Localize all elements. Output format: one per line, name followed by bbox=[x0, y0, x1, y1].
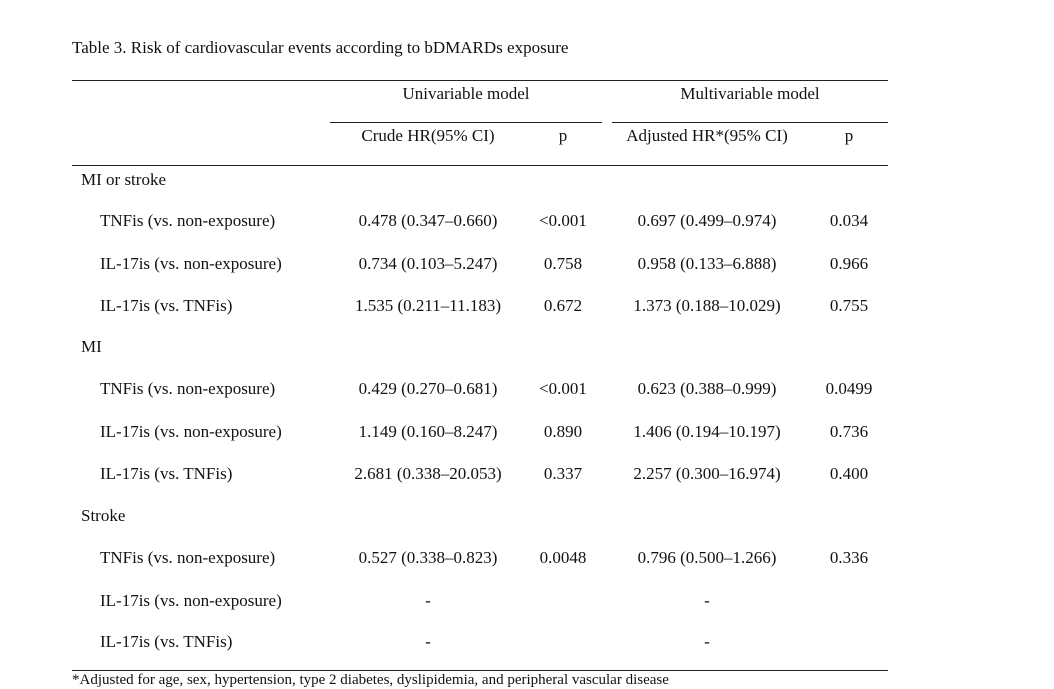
p-univariable-cell: <0.001 bbox=[539, 211, 587, 230]
p-multivariable-header: p bbox=[844, 126, 854, 145]
adjusted-hr-cell: 0.796 (0.500–1.266) bbox=[637, 548, 777, 567]
row-label: IL-17is (vs. non-exposure) bbox=[100, 422, 282, 441]
adjusted-hr-header: Adjusted HR*(95% CI) bbox=[626, 126, 788, 145]
crude-hr-cell: 0.478 (0.347–0.660) bbox=[358, 211, 498, 230]
crude-hr-cell: 1.535 (0.211–11.183) bbox=[354, 296, 502, 315]
p-univariable-cell: 0.0048 bbox=[539, 548, 587, 567]
p-multivariable-cell: 0.034 bbox=[829, 211, 869, 230]
rule-multivariable bbox=[612, 122, 888, 123]
p-multivariable-cell: 0.400 bbox=[829, 464, 869, 483]
crude-hr-cell: 0.527 (0.338–0.823) bbox=[358, 548, 498, 567]
p-multivariable-cell: 0.966 bbox=[829, 254, 869, 273]
adjusted-hr-cell: 0.697 (0.499–0.974) bbox=[637, 211, 777, 230]
crude-hr-cell: - bbox=[425, 632, 431, 651]
table-footnote: *Adjusted for age, sex, hypertension, type 2 diabetes, dyslipidemia, and peripheral vascular disease bbox=[72, 672, 669, 688]
adjusted-hr-cell: 0.623 (0.388–0.999) bbox=[637, 379, 777, 398]
p-univariable-cell: 0.758 bbox=[543, 254, 583, 273]
section-label: Stroke bbox=[81, 506, 126, 525]
section-label: MI or stroke bbox=[81, 170, 166, 189]
rule-univariable bbox=[330, 122, 602, 123]
rule-bottom bbox=[72, 670, 888, 671]
adjusted-hr-cell: 1.406 (0.194–10.197) bbox=[633, 422, 781, 441]
rule-header-bottom bbox=[72, 165, 888, 166]
adjusted-hr-cell: 0.958 (0.133–6.888) bbox=[637, 254, 777, 273]
univariable-header: Univariable model bbox=[402, 84, 530, 103]
p-multivariable-cell: 0.336 bbox=[829, 548, 869, 567]
adjusted-hr-cell: - bbox=[704, 632, 710, 651]
row-label: TNFis (vs. non-exposure) bbox=[100, 211, 276, 230]
crude-hr-cell: 0.429 (0.270–0.681) bbox=[358, 379, 498, 398]
p-univariable-cell: 0.890 bbox=[543, 422, 583, 441]
row-label: IL-17is (vs. non-exposure) bbox=[100, 254, 282, 273]
section-label: MI bbox=[81, 337, 102, 356]
rule-top bbox=[72, 80, 888, 81]
crude-hr-cell: 0.734 (0.103–5.247) bbox=[358, 254, 498, 273]
p-multivariable-cell: 0.736 bbox=[829, 422, 869, 441]
adjusted-hr-cell: - bbox=[704, 591, 710, 610]
crude-hr-cell: - bbox=[425, 591, 431, 610]
row-label: TNFis (vs. non-exposure) bbox=[100, 379, 276, 398]
adjusted-hr-cell: 2.257 (0.300–16.974) bbox=[633, 464, 781, 483]
crude-hr-cell: 2.681 (0.338–20.053) bbox=[354, 464, 502, 483]
row-label: IL-17is (vs. non-exposure) bbox=[100, 591, 282, 610]
p-multivariable-cell: 0.755 bbox=[829, 296, 869, 315]
p-univariable-header: p bbox=[558, 126, 568, 145]
row-label: IL-17is (vs. TNFis) bbox=[100, 464, 233, 483]
p-univariable-cell: 0.672 bbox=[543, 296, 583, 315]
crude-hr-cell: 1.149 (0.160–8.247) bbox=[358, 422, 498, 441]
table-title: Table 3. Risk of cardiovascular events according to bDMARDs exposure bbox=[72, 38, 569, 57]
crude-hr-header: Crude HR(95% CI) bbox=[361, 126, 495, 145]
adjusted-hr-cell: 1.373 (0.188–10.029) bbox=[633, 296, 781, 315]
p-multivariable-cell: 0.0499 bbox=[825, 379, 873, 398]
p-univariable-cell: <0.001 bbox=[539, 379, 587, 398]
row-label: IL-17is (vs. TNFis) bbox=[100, 632, 233, 651]
row-label: TNFis (vs. non-exposure) bbox=[100, 548, 276, 567]
row-label: IL-17is (vs. TNFis) bbox=[100, 296, 233, 315]
multivariable-header: Multivariable model bbox=[680, 84, 820, 103]
p-univariable-cell: 0.337 bbox=[543, 464, 583, 483]
